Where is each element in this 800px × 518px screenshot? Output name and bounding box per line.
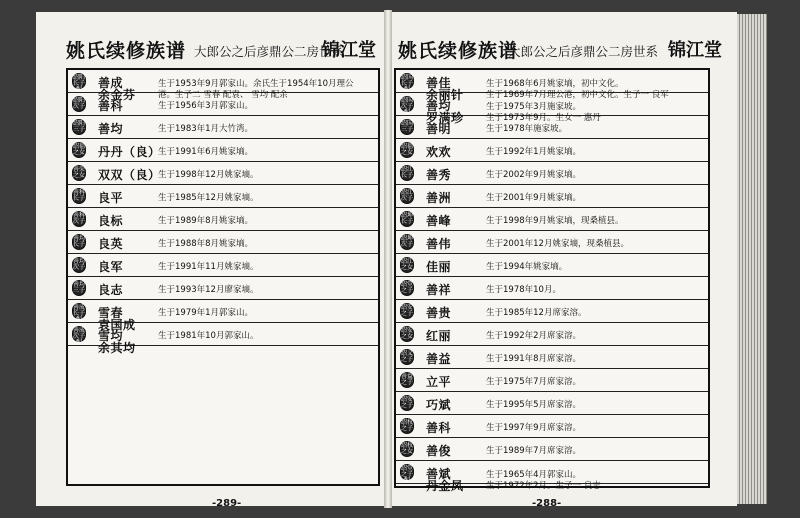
record-line: 生于1983年1月大竹湾。	[158, 124, 254, 134]
record-line: 生于1991年8月席家溶。	[486, 354, 582, 364]
person-name: 良英	[98, 236, 124, 251]
record-line: 生于2002年9月姚家墒。	[486, 170, 582, 180]
spouse-name: 丹金凤	[426, 479, 464, 493]
record-line: 生于1981年10月郭家山。	[158, 331, 259, 341]
genealogy-row	[396, 392, 708, 415]
record-line: 生于1991年11月姚家墒。	[158, 262, 259, 272]
person-name: 善成	[98, 76, 124, 90]
page-fore-edge	[737, 14, 767, 504]
genealogy-row	[396, 346, 708, 369]
person-name: 善佳	[426, 76, 452, 90]
genealogy-row	[396, 93, 708, 125]
person-name: 双双（良）	[98, 167, 161, 182]
record-line: 生于1956年3月郭家山。	[158, 101, 254, 111]
relation-badge: 绍安之子	[401, 396, 414, 409]
person-name: 善峰	[426, 213, 452, 228]
genealogy-row	[396, 323, 708, 346]
genealogy-row	[68, 70, 378, 102]
relation-badge: 绍国三子	[401, 120, 414, 133]
book-spine	[384, 10, 392, 508]
relation-badge: 善成次子配	[73, 327, 86, 346]
relation-badge: 绍江长子	[401, 166, 414, 179]
relation-badge: 绍安之子	[401, 304, 414, 317]
relation-badge: 绍福之女	[401, 143, 414, 156]
relation-badge: 善科次子	[73, 212, 86, 225]
record-line: 生于1985年12月席家溶。	[486, 308, 587, 318]
person-name: 善贵	[426, 305, 452, 320]
relation-badge: 绍堂之子	[401, 281, 414, 294]
person-name: 善俊	[426, 443, 452, 458]
genealogy-row	[396, 139, 708, 162]
spouse-name: 余其均	[98, 341, 136, 355]
genealogy-row	[68, 254, 378, 277]
record-line: 生于1975年3月施家坡。	[486, 102, 582, 112]
genealogy-row	[396, 369, 708, 392]
person-name: 善伟	[426, 236, 452, 251]
record-line: 生于1991年6月姚家墒。	[158, 147, 254, 157]
spouse-name: 余金芬	[98, 88, 136, 102]
record-line: 生于1978年施家坡。	[486, 124, 568, 134]
relation-badge: 绍阳长子配	[73, 74, 86, 93]
genealogy-row	[396, 231, 708, 254]
record-line: 港。生子二 雪春 配袁、 雪均 配余	[158, 90, 288, 100]
relation-badge: 善均长子	[73, 235, 86, 248]
person-name: 善祥	[426, 282, 452, 297]
person-name: 善均	[98, 121, 124, 136]
person-name: 善科	[98, 98, 124, 113]
genealogy-row	[68, 323, 378, 355]
genealogy-row	[68, 116, 378, 139]
relation-badge: 善成长子配	[73, 304, 86, 323]
person-name: 雪均	[98, 329, 124, 343]
right-genealogy-table	[394, 68, 710, 493]
record-line: 生于1973年9月。生女一 惠丹	[486, 113, 601, 123]
record-line: 生于1992年1月姚家墒。	[486, 147, 582, 157]
genealogy-row	[396, 277, 708, 300]
person-name: 巧斌	[426, 397, 452, 412]
record-line: 生于1997年9月席家溶。	[486, 423, 582, 433]
record-line: 生于1985年12月姚家墒。	[158, 193, 259, 203]
left-header-subtitle: 大郎公之后彦鼎公二房世系	[194, 44, 345, 59]
record-line: 生于2001年9月姚家墒。	[486, 193, 582, 203]
record-line: 生于1969年7月理公港，初中文化。生子一 良军	[486, 90, 669, 100]
genealogy-row	[68, 139, 378, 162]
relation-badge: 绍阳次子	[73, 97, 86, 110]
relation-badge: 善益之子	[401, 373, 414, 386]
genealogy-row	[396, 254, 708, 277]
right-header-title: 姚氏续修族谱	[398, 40, 519, 62]
record-line: 生于1989年8月姚家墒。	[158, 216, 254, 226]
record-line: 生于1965年4月郭家山。	[486, 470, 582, 480]
person-name: 良军	[98, 259, 124, 274]
relation-badge: 善均三子	[73, 281, 86, 294]
person-name: 红丽	[426, 328, 452, 343]
left-page	[36, 12, 384, 509]
genealogy-row	[396, 438, 708, 461]
person-name: 良志	[98, 282, 124, 297]
relation-badge: 绍阳三子	[73, 120, 86, 133]
genealogy-row	[68, 93, 378, 116]
left-genealogy-table	[66, 68, 380, 486]
person-name: 善明	[426, 121, 452, 136]
person-name: 雪春	[98, 306, 124, 320]
right-header-hall: 锦江堂	[668, 40, 722, 61]
left-header	[66, 36, 382, 68]
relation-badge: 善科长子	[73, 189, 86, 202]
relation-badge: 绍江之女	[401, 258, 414, 271]
left-header-hall: 锦江堂	[322, 40, 376, 61]
record-line: 生于2001年12月姚家墒，现桑植县。	[486, 239, 629, 249]
genealogy-row	[396, 70, 708, 102]
relation-badge: 绍权之女	[401, 442, 414, 455]
genealogy-row	[396, 300, 708, 323]
relation-badge: 善均次子	[73, 258, 86, 271]
genealogy-row	[68, 277, 378, 300]
person-name: 善斌	[426, 467, 452, 481]
left-header-title: 姚氏续修族谱	[66, 40, 187, 62]
record-line: 生于1988年8月姚家墒。	[158, 239, 254, 249]
relation-badge: 绍义之子	[401, 350, 414, 363]
record-line: 生于1972年2月。生子一 良志	[486, 481, 601, 491]
relation-badge: 绍国次子配	[401, 97, 414, 116]
spouse-name: 袁国成	[98, 318, 136, 332]
genealogy-row	[396, 162, 708, 185]
person-name: 善益	[426, 351, 452, 366]
spouse-name: 罗满珍	[426, 111, 464, 125]
genealogy-row	[396, 116, 708, 139]
genealogy-row	[68, 162, 378, 185]
record-line: 生于1993年12月廖家墒。	[158, 285, 259, 295]
person-name: 立平	[426, 374, 452, 389]
relation-badge: 绍堂之子配	[401, 465, 414, 484]
person-name: 善洲	[426, 190, 452, 205]
person-name: 佳丽	[426, 259, 452, 274]
right-page	[392, 12, 737, 509]
record-line: 生于1998年12月姚家墒。	[158, 170, 259, 180]
record-line: 生于1998年9月姚家墒，现桑植县。	[486, 216, 624, 226]
genealogy-row	[68, 231, 378, 254]
relation-badge: 绍国长子配	[401, 74, 414, 93]
relation-badge: 绍坤长子	[401, 212, 414, 225]
genealogy-row	[68, 208, 378, 231]
person-name: 善均	[426, 99, 452, 113]
right-page-number: -288-	[532, 498, 562, 509]
record-line: 生于1975年7月席家溶。	[486, 377, 582, 387]
genealogy-row	[68, 185, 378, 208]
genealogy-row	[396, 185, 708, 208]
right-header	[398, 36, 728, 68]
record-line: 生于1978年10月。	[486, 285, 561, 295]
person-name: 欢欢	[426, 144, 452, 159]
record-line: 生于1979年1月郭家山。	[158, 308, 254, 318]
relation-badge: 善荣之女	[73, 166, 86, 179]
right-header-subtitle: 大郎公之后彦鼎公二房世系	[508, 44, 659, 59]
relation-badge: 绍坤次子	[401, 235, 414, 248]
relation-badge: 绍福之女	[73, 143, 86, 156]
relation-badge: 绍安之女	[401, 327, 414, 340]
genealogy-row	[396, 461, 708, 493]
genealogy-row	[68, 300, 378, 332]
record-line: 生于1989年7月席家溶。	[486, 446, 582, 456]
record-line: 生于1992年2月席家溶。	[486, 331, 582, 341]
genealogy-row	[396, 208, 708, 231]
relation-badge: 绍江次子	[401, 189, 414, 202]
person-name: 良平	[98, 190, 124, 205]
relation-badge: 绍权之子	[401, 419, 414, 432]
record-line: 生于1995年5月席家溶。	[486, 400, 582, 410]
record-line: 生于1968年6月姚家墒，初中文化。	[486, 79, 624, 89]
left-page-number: -289-	[212, 498, 242, 509]
record-line: 生于1994年姚家墒。	[486, 262, 568, 272]
person-name: 善科	[426, 420, 452, 435]
spouse-name: 余丽针	[426, 88, 464, 102]
record-line: 生于1953年9月郭家山。余氏生于1954年10月理公	[158, 79, 354, 89]
genealogy-row	[396, 415, 708, 438]
person-name: 良标	[98, 213, 124, 228]
person-name: 善秀	[426, 167, 452, 182]
person-name: 丹丹（良）	[98, 144, 161, 159]
